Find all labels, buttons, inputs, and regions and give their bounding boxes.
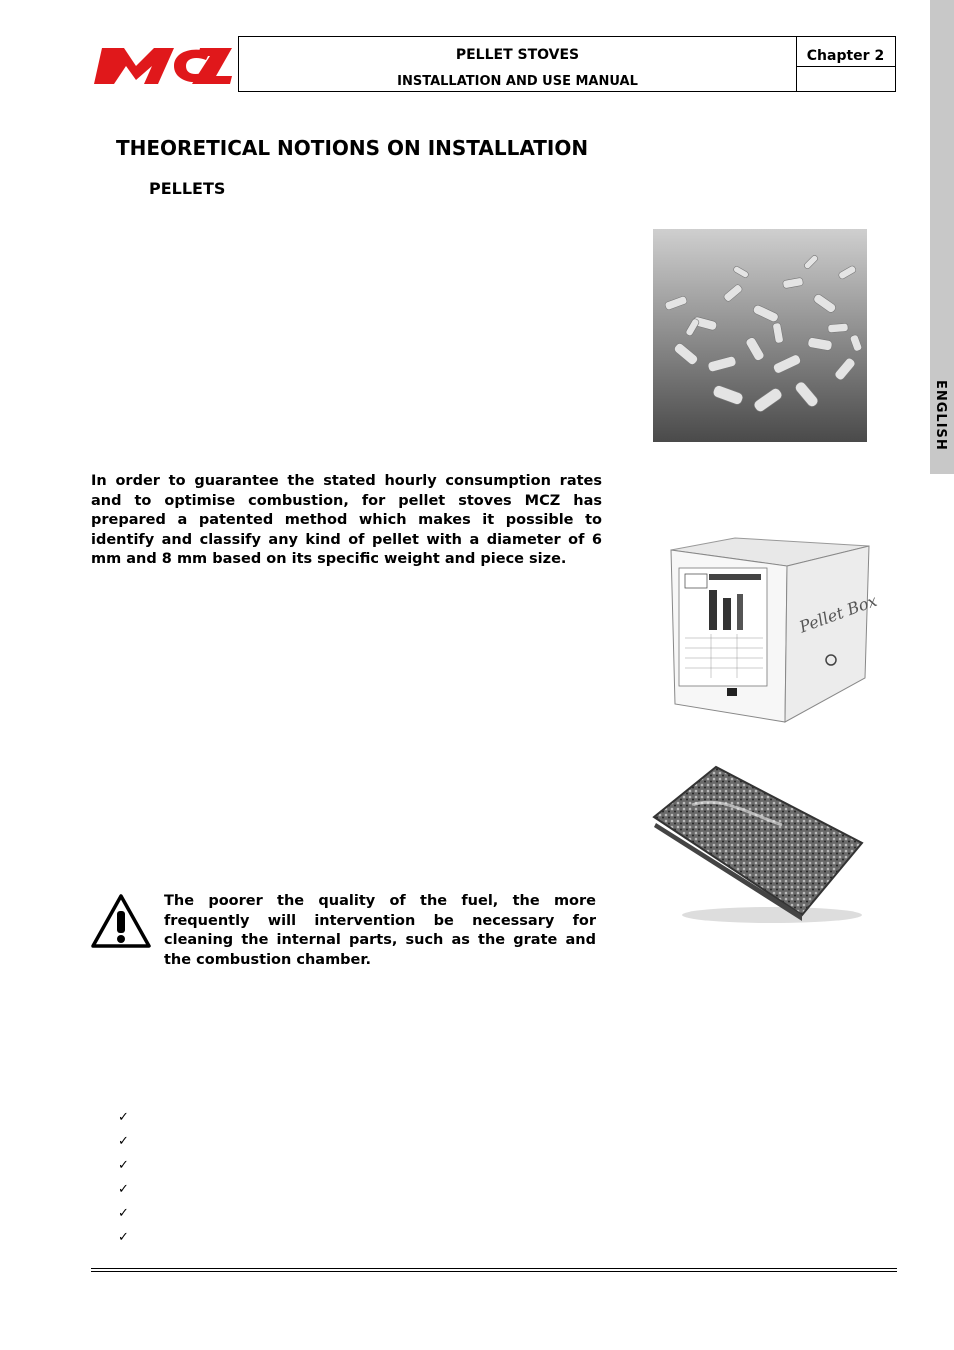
header-table bbox=[238, 36, 896, 92]
language-label: ENGLISH bbox=[933, 380, 948, 451]
check-item-5: ✓ bbox=[118, 1206, 129, 1221]
check-item-6: ✓ bbox=[118, 1230, 129, 1245]
language-side-tab bbox=[930, 0, 954, 474]
footer-rule-bottom bbox=[91, 1271, 897, 1272]
fuel-quality-warning: The poorer the quality of the fuel, the more frequently will intervention be necessary for cleaning the internal parts, such as the grate and the combustion chamber. bbox=[164, 893, 596, 968]
header-title-cell bbox=[239, 37, 797, 91]
mcz-logo bbox=[92, 42, 234, 86]
header-line-2: INSTALLATION AND USE MANUAL bbox=[397, 74, 638, 89]
section-title: THEORETICAL NOTIONS ON INSTALLATION bbox=[116, 136, 589, 160]
warning-triangle-icon bbox=[90, 893, 152, 949]
pellet-box-label: Pellet Box bbox=[796, 590, 880, 637]
footer-rule-top bbox=[91, 1268, 897, 1269]
check-item-1: ✓ bbox=[118, 1110, 129, 1125]
check-item-3: ✓ bbox=[118, 1158, 129, 1173]
chapter-label: Chapter 2 bbox=[796, 37, 895, 67]
pellets-photo bbox=[653, 229, 867, 442]
pellet-bag-photo bbox=[652, 765, 864, 925]
header-line-1: PELLET STOVES bbox=[455, 47, 580, 63]
section-subtitle: PELLETS bbox=[149, 179, 226, 198]
pellet-box-photo bbox=[665, 538, 880, 724]
check-item-2: ✓ bbox=[118, 1134, 129, 1149]
check-item-4: ✓ bbox=[118, 1182, 129, 1197]
pellet-classification-paragraph: In order to guarantee the stated hourly consumption rates and to optimise combustion, for pellet stoves MCZ has prepared a patented method which makes it possible to identify and classify any kind of pellet with a diameter of 6 mm and 8 mm based on its specific weight and piece size. bbox=[91, 473, 602, 567]
